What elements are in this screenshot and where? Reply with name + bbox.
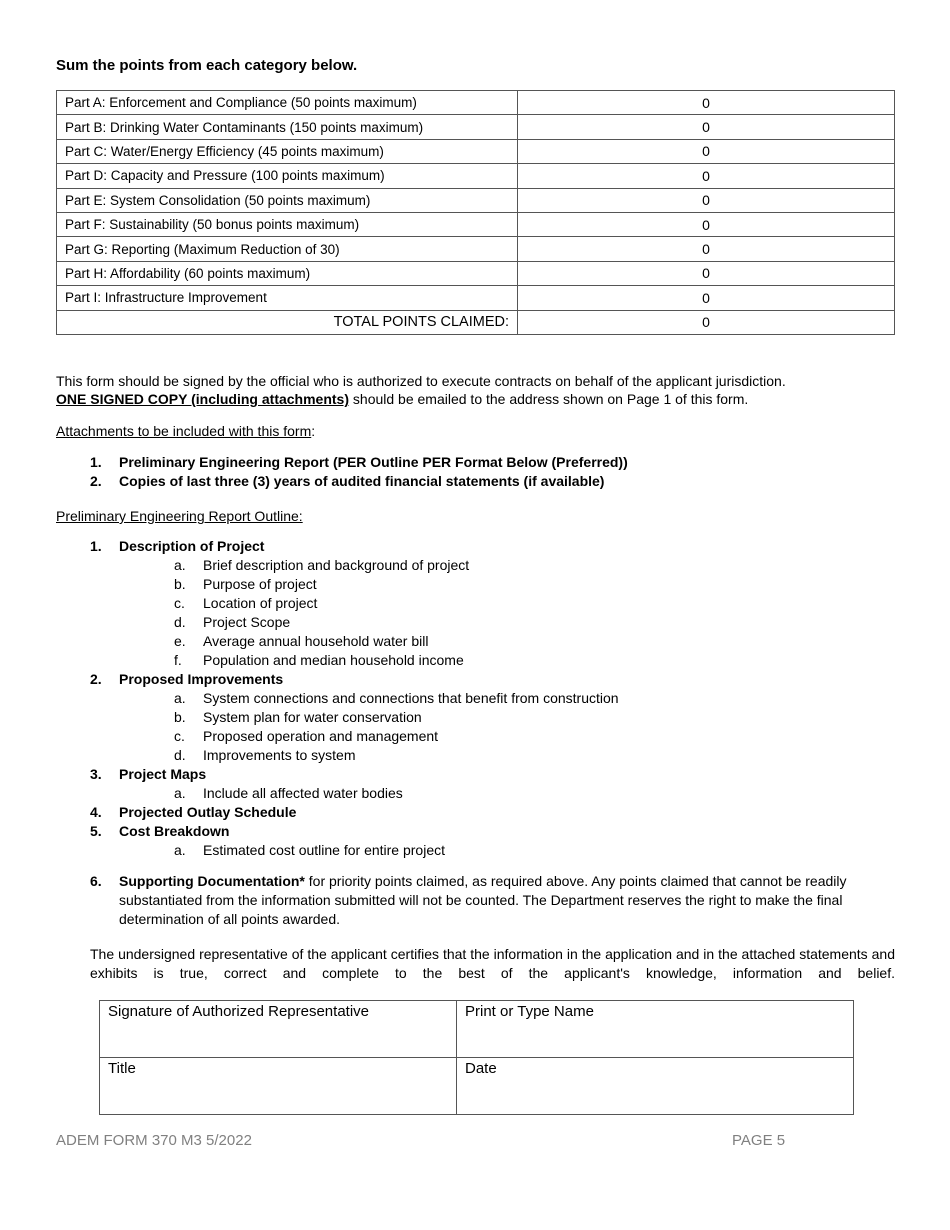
list-number: 4.	[90, 804, 102, 820]
signing-instruction-2	[56, 390, 748, 409]
list-number: 2.	[90, 671, 102, 687]
total-points-value[interactable]: 0	[518, 310, 895, 334]
title-field[interactable]	[100, 1058, 457, 1115]
date-field[interactable]	[457, 1058, 854, 1115]
outline-subitem-text: Brief description and background of project	[203, 557, 470, 573]
table-row	[57, 115, 895, 139]
signature-field[interactable]	[100, 1001, 457, 1058]
outline-subitem-text: Average annual household water bill	[203, 633, 429, 649]
table-row	[57, 286, 895, 310]
signed-copy-emphasis: ONE SIGNED COPY (including attachments)	[56, 391, 350, 407]
signing-instruction-rest: should be emailed to the address shown on Page 1 of this form.	[349, 391, 749, 407]
part-points-value[interactable]: 0	[518, 139, 895, 163]
outline-subitem-text: System plan for water conservation	[203, 709, 422, 725]
outline-subitem-text: Include all affected water bodies	[203, 785, 403, 801]
part-label: Part E: System Consolidation (50 points maximum)	[57, 188, 518, 212]
outline-section-title: Project Maps	[119, 766, 207, 782]
outline-section-title: Description of Project	[119, 538, 265, 554]
list-letter: a.	[174, 785, 186, 801]
signature-table	[99, 1000, 854, 1115]
table-row	[57, 188, 895, 212]
list-letter: a.	[174, 557, 186, 573]
table-row	[57, 91, 895, 115]
part-points-value[interactable]: 0	[518, 212, 895, 236]
outline-subitem-text: Proposed operation and management	[203, 728, 439, 744]
supporting-documentation-title: Supporting Documentation*	[119, 873, 305, 889]
signature-label: Signature of Authorized Representative	[108, 1003, 369, 1020]
outline-subitem-text: Location of project	[203, 595, 318, 611]
table-row	[57, 261, 895, 285]
part-points-value[interactable]: 0	[518, 237, 895, 261]
table-row	[57, 237, 895, 261]
table-row	[57, 212, 895, 236]
list-number: 1.	[90, 538, 102, 554]
table-row	[57, 164, 895, 188]
per-outline-label: Preliminary Engineering Report Outline:	[56, 508, 303, 524]
list-number: 5.	[90, 823, 102, 839]
supporting-documentation-text: for priority points claimed, as required above. Any points claimed that cannot be readily substantiated from the information submitted will not be counted. The Department reserves the right to make the final determination of all points awarded.	[119, 873, 847, 927]
section-heading: Sum the points from each category below.	[56, 57, 358, 74]
list-letter: d.	[174, 614, 186, 630]
attachment-text: Preliminary Engineering Report (PER Outline PER Format Below (Preferred))	[119, 454, 628, 470]
list-letter: f.	[174, 652, 182, 668]
list-number: 3.	[90, 766, 102, 782]
footer-page-number: PAGE 5	[732, 1132, 786, 1149]
list-letter: b.	[174, 576, 186, 592]
part-label: Part I: Infrastructure Improvement	[57, 286, 518, 310]
table-row	[57, 139, 895, 163]
outline-subitem-text: Project Scope	[203, 614, 291, 630]
outline-section-title: Cost Breakdown	[119, 823, 230, 839]
outline-item-supporting-documentation	[90, 872, 895, 929]
list-number: 1.	[90, 454, 102, 470]
part-points-value[interactable]: 0	[518, 188, 895, 212]
outline-subitem-text: Population and median household income	[203, 652, 464, 668]
part-label: Part A: Enforcement and Compliance (50 points maximum)	[57, 91, 518, 115]
outline-subitem-text: Purpose of project	[203, 576, 317, 592]
total-row	[57, 310, 895, 334]
list-number: 2.	[90, 473, 102, 489]
list-letter: d.	[174, 747, 186, 763]
part-label: Part H: Affordability (60 points maximum)	[57, 261, 518, 285]
part-points-value[interactable]: 0	[518, 261, 895, 285]
footer-form-id: ADEM FORM 370 M3 5/2022	[56, 1132, 252, 1149]
title-label: Title	[108, 1060, 136, 1077]
list-letter: c.	[174, 595, 185, 611]
part-label: Part C: Water/Energy Efficiency (45 points maximum)	[57, 139, 518, 163]
list-letter: c.	[174, 728, 185, 744]
part-points-value[interactable]: 0	[518, 115, 895, 139]
total-label: TOTAL POINTS CLAIMED:	[57, 310, 518, 334]
list-letter: b.	[174, 709, 186, 725]
list-letter: a.	[174, 842, 186, 858]
part-points-value[interactable]: 0	[518, 91, 895, 115]
outline-section-title: Proposed Improvements	[119, 671, 284, 687]
attachments-label: Attachments to be included with this form:	[56, 423, 316, 439]
part-label: Part F: Sustainability (50 bonus points maximum)	[57, 212, 518, 236]
part-points-value[interactable]: 0	[518, 164, 895, 188]
certification-statement: The undersigned representative of the applicant certifies that the information in the application and in the attached statements and exhibits is true, correct and complete to the best of the applicant's knowledge, information and belief.	[90, 946, 895, 981]
signing-instruction-1: This form should be signed by the official who is authorized to execute contracts on behalf of the applicant jurisdiction.	[56, 373, 786, 389]
list-number: 6.	[90, 873, 102, 889]
part-label: Part G: Reporting (Maximum Reduction of 30)	[57, 237, 518, 261]
part-points-value[interactable]: 0	[518, 286, 895, 310]
attachment-text: Copies of last three (3) years of audited financial statements (if available)	[119, 473, 605, 489]
list-letter: e.	[174, 633, 186, 649]
outline-subitem-text: System connections and connections that benefit from construction	[203, 690, 619, 706]
points-table	[56, 90, 895, 335]
print-name-field[interactable]	[457, 1001, 854, 1058]
part-label: Part D: Capacity and Pressure (100 points maximum)	[57, 164, 518, 188]
part-label: Part B: Drinking Water Contaminants (150 points maximum)	[57, 115, 518, 139]
outline-subitem-text: Improvements to system	[203, 747, 356, 763]
outline-subitem-text: Estimated cost outline for entire project	[203, 842, 446, 858]
outline-section-title: Projected Outlay Schedule	[119, 804, 297, 820]
date-label: Date	[465, 1060, 497, 1077]
list-letter: a.	[174, 690, 186, 706]
print-name-label: Print or Type Name	[465, 1003, 594, 1020]
